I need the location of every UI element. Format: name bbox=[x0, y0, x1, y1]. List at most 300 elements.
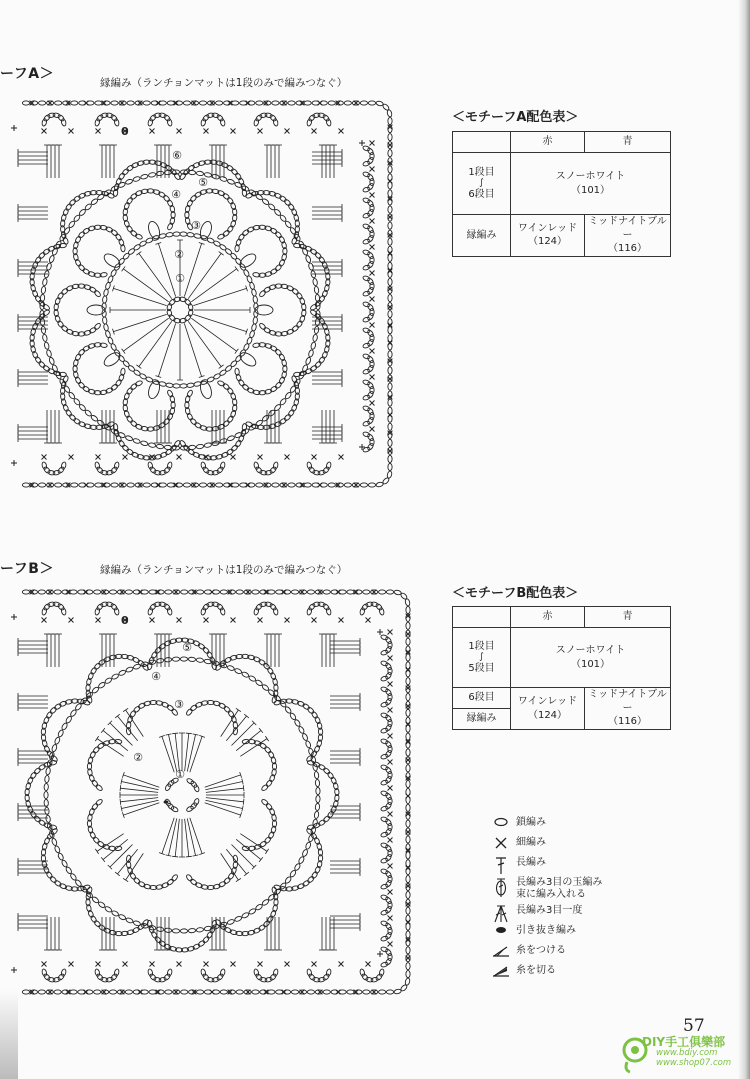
chain-stitch bbox=[385, 958, 393, 966]
chain-stitch bbox=[263, 662, 271, 670]
legend-label: 長編み3目一度 bbox=[516, 905, 583, 916]
chain-stitch bbox=[189, 194, 197, 202]
chain-stitch bbox=[278, 259, 285, 267]
chain-stitch bbox=[387, 109, 393, 117]
round-label: ⑤ bbox=[198, 176, 208, 189]
chain-stitch bbox=[48, 255, 55, 263]
chain-stitch bbox=[312, 819, 318, 827]
motif-b-title: ーフB＞ bbox=[0, 561, 54, 577]
double-crochet bbox=[18, 381, 48, 387]
chain-stitch bbox=[125, 435, 133, 442]
chain-stitch bbox=[259, 290, 267, 298]
chain-stitch bbox=[54, 845, 61, 853]
double-crochet bbox=[190, 818, 205, 855]
single-crochet bbox=[370, 297, 375, 302]
double-crochet bbox=[179, 819, 185, 857]
double-crochet bbox=[120, 792, 158, 798]
double-crochet bbox=[193, 314, 247, 334]
chain-stitch bbox=[291, 325, 299, 333]
bobble-stitch bbox=[255, 305, 273, 315]
chain-stitch bbox=[241, 229, 249, 237]
cut-yarn-icon bbox=[486, 965, 516, 977]
motif-a-title: ーフA＞ bbox=[0, 66, 55, 82]
chain-stitch bbox=[367, 365, 375, 373]
chain-stitch bbox=[284, 706, 292, 714]
chain-stitch bbox=[367, 391, 375, 399]
table-header-red: 赤 bbox=[511, 607, 585, 628]
chain-stitch bbox=[44, 791, 48, 798]
single-crochet bbox=[69, 962, 74, 967]
single-crochet bbox=[388, 630, 393, 635]
chain-stitch bbox=[180, 929, 187, 933]
double-crochet bbox=[18, 748, 48, 754]
single-crochet bbox=[312, 962, 317, 967]
single-crochet bbox=[370, 271, 375, 276]
chain-stitch bbox=[367, 183, 375, 191]
chain-stitch bbox=[217, 233, 225, 240]
rounds-from: 1段目 bbox=[468, 640, 495, 652]
chain-stitch bbox=[406, 717, 410, 724]
chain-stitch bbox=[259, 742, 267, 750]
chain-stitch bbox=[55, 101, 62, 105]
chain-stitch bbox=[140, 174, 148, 180]
double-crochet bbox=[18, 377, 48, 383]
chain-stitch bbox=[179, 440, 187, 448]
rounds-tilde: ∫ bbox=[479, 178, 484, 189]
table-header-empty bbox=[453, 607, 511, 628]
table-header-empty bbox=[453, 132, 511, 153]
double-crochet bbox=[272, 634, 278, 667]
single-crochet bbox=[388, 838, 393, 843]
chain-stitch bbox=[305, 357, 312, 365]
legend-label: 糸を切る bbox=[516, 965, 556, 976]
chain-stitch bbox=[52, 364, 59, 372]
chain-stitch bbox=[385, 724, 393, 732]
chain-stitch bbox=[196, 444, 204, 449]
chain-stitch bbox=[94, 590, 101, 594]
chain-stitch bbox=[388, 238, 392, 245]
double-crochet bbox=[268, 634, 274, 667]
chain-stitch bbox=[148, 172, 156, 178]
double-crochet bbox=[18, 917, 48, 923]
double-crochet bbox=[44, 634, 50, 667]
double-crochet bbox=[331, 410, 337, 443]
round-label: ① bbox=[175, 272, 185, 285]
double-crochet bbox=[18, 204, 48, 210]
chain-stitch bbox=[94, 290, 102, 298]
chain-stitch bbox=[406, 836, 410, 843]
chain-stitch bbox=[270, 227, 278, 234]
chain-stitch bbox=[22, 590, 29, 594]
double-crochet bbox=[221, 853, 241, 881]
chain-stitch bbox=[125, 178, 133, 185]
chain-stitch bbox=[388, 166, 392, 173]
chain-stitch bbox=[54, 590, 61, 594]
double-crochet bbox=[312, 424, 342, 430]
chain-stitch bbox=[125, 990, 132, 994]
single-crochet bbox=[339, 618, 344, 623]
single-crochet bbox=[388, 656, 393, 661]
chain-stitch bbox=[103, 323, 109, 331]
round-label: ④ bbox=[171, 188, 181, 201]
single-crochet bbox=[388, 760, 393, 765]
double-crochet bbox=[327, 634, 333, 667]
blue-color-cell bbox=[585, 688, 671, 730]
chain-stitch bbox=[406, 947, 410, 954]
chain-stitch bbox=[118, 669, 126, 676]
chain-stitch bbox=[291, 990, 298, 994]
double-crochet bbox=[18, 705, 48, 711]
chain-stitch bbox=[311, 871, 319, 879]
chain-stitch bbox=[61, 288, 69, 296]
chain-stitch bbox=[115, 233, 123, 241]
chain-stitch bbox=[304, 483, 311, 487]
chain-stitch bbox=[110, 229, 118, 237]
chain-stitch bbox=[307, 876, 315, 884]
single-crochet bbox=[96, 618, 101, 623]
double-crochet bbox=[44, 917, 50, 950]
single-crochet bbox=[312, 129, 317, 134]
round-label: ② bbox=[133, 751, 143, 764]
chain-stitch bbox=[265, 803, 273, 811]
double-crochet bbox=[330, 862, 360, 868]
chain-stitch bbox=[199, 101, 206, 105]
chain-stitch bbox=[367, 209, 375, 217]
chain-stitch bbox=[68, 413, 76, 421]
chain-stitch bbox=[143, 483, 150, 487]
chain-stitch bbox=[65, 715, 72, 723]
double-crochet bbox=[330, 638, 360, 644]
double-crochet bbox=[330, 650, 360, 656]
chain-stitch bbox=[314, 326, 319, 334]
chain-stitch bbox=[289, 869, 297, 877]
chain-stitch bbox=[388, 134, 392, 141]
red-color-cell bbox=[511, 215, 585, 257]
table-rounds-cell bbox=[453, 153, 511, 215]
rounds-tilde: ∫ bbox=[479, 652, 484, 663]
double-crochet bbox=[18, 638, 48, 644]
chain-stitch bbox=[347, 590, 354, 594]
chain-stitch bbox=[44, 775, 49, 783]
double-crochet bbox=[18, 428, 48, 434]
single-crochet bbox=[312, 618, 317, 623]
double-crochet bbox=[18, 650, 48, 656]
single-crochet bbox=[285, 455, 290, 460]
single-crochet bbox=[258, 618, 263, 623]
single-crochet bbox=[406, 920, 411, 925]
double-crochet bbox=[312, 428, 342, 434]
double-crochet bbox=[312, 208, 342, 214]
double-crochet bbox=[18, 373, 48, 379]
chain-stitch bbox=[133, 990, 140, 994]
chain-stitch bbox=[118, 914, 126, 921]
chain-stitch bbox=[38, 990, 45, 994]
chain-stitch bbox=[279, 214, 287, 222]
blue-color-name: ミッドナイトブルー bbox=[588, 689, 667, 714]
chain-stitch bbox=[159, 483, 166, 487]
round-label: ④ bbox=[151, 670, 161, 683]
chain-stitch bbox=[51, 838, 57, 846]
double-crochet bbox=[156, 323, 176, 377]
single-crochet bbox=[69, 618, 74, 623]
chain-stitch bbox=[268, 590, 275, 594]
double-crochet bbox=[190, 735, 205, 772]
round-label: ⑥ bbox=[172, 149, 182, 162]
chain-stitch bbox=[252, 990, 259, 994]
chain-stitch bbox=[48, 357, 55, 365]
chain-stitch bbox=[42, 303, 50, 311]
chain-stitch bbox=[294, 863, 301, 871]
chain-stitch bbox=[284, 391, 292, 399]
double-crochet bbox=[44, 145, 50, 178]
blue-color-code: （116） bbox=[607, 716, 648, 728]
chain-stitch bbox=[227, 415, 235, 423]
chain-stitch bbox=[251, 289, 257, 297]
single-crochet bbox=[210, 990, 215, 995]
chain-stitch bbox=[406, 765, 410, 772]
legend-label: 長編み bbox=[516, 857, 546, 868]
chain-stitch bbox=[223, 877, 231, 885]
chain-stitch bbox=[263, 920, 271, 928]
chain-stitch bbox=[97, 840, 105, 848]
single-crochet bbox=[388, 734, 393, 739]
double-crochet bbox=[18, 642, 48, 648]
double-crochet bbox=[18, 161, 48, 167]
single-crochet bbox=[370, 427, 375, 432]
chain-stitch bbox=[406, 654, 410, 661]
chain-stitch bbox=[78, 348, 86, 356]
edge-row-label: 縁編み bbox=[453, 709, 511, 730]
round-label: ① bbox=[175, 768, 185, 781]
chain-stitch bbox=[261, 899, 269, 907]
chain-stitch bbox=[187, 383, 195, 388]
watermark-name: DIY手工俱樂部 bbox=[642, 1035, 726, 1049]
chain-stitch bbox=[368, 101, 375, 105]
chain-stitch bbox=[54, 737, 61, 745]
chain-stitch bbox=[70, 709, 78, 717]
chain-stitch bbox=[230, 252, 238, 260]
double-crochet bbox=[122, 772, 159, 787]
chain-stitch bbox=[302, 733, 309, 741]
join-mark bbox=[11, 614, 17, 620]
join-mark bbox=[377, 951, 383, 957]
double-crochet bbox=[95, 736, 123, 756]
chain-stitch bbox=[259, 322, 267, 330]
chain-stitch bbox=[92, 746, 100, 754]
chain-stitch bbox=[127, 483, 134, 487]
chain-stitch bbox=[179, 172, 187, 180]
chain-stitch bbox=[171, 874, 179, 882]
chain-stitch bbox=[104, 677, 112, 684]
blue-color-name: ミッドナイトブルー bbox=[588, 216, 667, 241]
chain-stitch bbox=[38, 590, 45, 594]
double-crochet bbox=[111, 634, 117, 667]
chain-stitch bbox=[78, 231, 86, 239]
chain-stitch bbox=[311, 711, 319, 719]
chain-stitch bbox=[235, 439, 243, 447]
chain-stitch bbox=[388, 246, 392, 253]
double-crochet bbox=[52, 145, 58, 178]
chain-stitch bbox=[181, 590, 188, 594]
chain-stitch bbox=[115, 379, 123, 387]
chain-stitch bbox=[388, 117, 392, 124]
chain-stitch bbox=[41, 326, 46, 334]
chain-stitch bbox=[385, 828, 393, 836]
chain-stitch bbox=[253, 296, 258, 304]
chain-stitch bbox=[272, 101, 279, 105]
chain-stitch bbox=[46, 263, 52, 271]
chain-stitch bbox=[222, 383, 230, 391]
chain-stitch bbox=[385, 932, 393, 940]
chain-stitch bbox=[264, 746, 272, 754]
double-crochet bbox=[319, 145, 325, 178]
chain-stitch bbox=[216, 101, 223, 105]
single-crochet bbox=[388, 942, 393, 947]
double-crochet bbox=[206, 792, 244, 798]
single-crochet bbox=[370, 349, 375, 354]
chain-stitch bbox=[360, 101, 367, 105]
double-crochet bbox=[330, 925, 360, 931]
chain-stitch bbox=[227, 387, 235, 395]
chain-stitch bbox=[222, 420, 230, 428]
watermark-url: www.bdiy.com bbox=[656, 1048, 718, 1058]
double-crochet bbox=[312, 204, 342, 210]
double-crochet bbox=[156, 242, 176, 296]
chain-stitch bbox=[121, 444, 129, 452]
single-crochet bbox=[388, 413, 393, 418]
chain-stitch bbox=[278, 376, 285, 384]
chain-stitch bbox=[91, 779, 99, 787]
chain-stitch bbox=[344, 483, 351, 487]
double-crochet bbox=[323, 634, 329, 667]
chain-stitch bbox=[256, 483, 263, 487]
single-crochet bbox=[370, 193, 375, 198]
chain-stitch bbox=[45, 767, 50, 775]
chain-stitch bbox=[190, 704, 198, 712]
chain-stitch bbox=[310, 303, 318, 311]
chain-stitch bbox=[230, 444, 238, 452]
single-crochet bbox=[69, 455, 74, 460]
chain-stitch bbox=[385, 906, 393, 914]
table-header-red: 赤 bbox=[511, 132, 585, 153]
chain-stitch bbox=[312, 278, 318, 286]
chain-stitch bbox=[39, 483, 46, 487]
double-crochet bbox=[205, 803, 242, 818]
double-crochet bbox=[330, 752, 360, 758]
double-crochet bbox=[312, 212, 342, 218]
chain-stitch bbox=[133, 438, 141, 444]
chain-stitch bbox=[51, 744, 57, 752]
chain-stitch bbox=[305, 255, 312, 263]
chain-stitch bbox=[130, 229, 138, 237]
double-crochet-icon bbox=[486, 857, 516, 875]
double-crochet bbox=[323, 145, 329, 178]
chain-stitch bbox=[165, 590, 172, 594]
double-crochet bbox=[323, 917, 329, 950]
double-crochet bbox=[107, 145, 113, 178]
legend-label: 長編み3目の玉編み bbox=[516, 877, 603, 888]
single-crochet bbox=[388, 682, 393, 687]
chain-stitch bbox=[149, 590, 156, 594]
chain-stitch bbox=[133, 877, 141, 885]
double-crochet bbox=[56, 634, 62, 667]
single-crochet bbox=[204, 618, 209, 623]
double-crochet bbox=[18, 925, 48, 931]
chain-stitch bbox=[388, 150, 392, 157]
double-crochet bbox=[18, 424, 48, 430]
chain-stitch bbox=[111, 483, 118, 487]
chain-stitch bbox=[167, 483, 174, 487]
legend-item bbox=[486, 837, 686, 857]
single-crochet bbox=[210, 590, 215, 595]
chain-stitch bbox=[57, 852, 64, 860]
double-crochet bbox=[48, 634, 54, 667]
chain-stitch bbox=[102, 317, 107, 325]
chain-stitch bbox=[261, 198, 269, 206]
motif-b-color-table bbox=[452, 606, 671, 730]
chain-stitch bbox=[183, 101, 190, 105]
chain-stitch bbox=[78, 381, 86, 389]
chain-stitch bbox=[307, 990, 314, 994]
chain-stitch bbox=[227, 225, 235, 233]
chain-stitch bbox=[111, 910, 119, 917]
double-crochet bbox=[330, 701, 360, 707]
single-crochet bbox=[285, 129, 290, 134]
chain-stitch bbox=[406, 622, 410, 629]
double-crochet bbox=[319, 917, 325, 950]
chain-stitch bbox=[323, 990, 330, 994]
chain-stitch bbox=[93, 662, 101, 670]
single-crochet bbox=[258, 455, 263, 460]
double-crochet bbox=[18, 212, 48, 218]
chain-stitch bbox=[121, 168, 129, 176]
chain-stitch bbox=[95, 483, 102, 487]
chain-stitch bbox=[268, 990, 275, 994]
double-crochet bbox=[107, 634, 113, 667]
chain-stitch bbox=[406, 709, 410, 716]
chain-stitch bbox=[318, 356, 326, 364]
chain-stitch bbox=[135, 380, 143, 387]
chain-stitch bbox=[172, 657, 179, 662]
double-crochet bbox=[319, 634, 325, 667]
double-crochet bbox=[52, 917, 58, 950]
chain-stitch bbox=[143, 101, 150, 105]
table-rounds-cell bbox=[453, 628, 511, 688]
chain-stitch bbox=[363, 590, 370, 594]
double-crochet bbox=[56, 917, 62, 950]
chain-stitch bbox=[133, 176, 141, 182]
chain-stitch bbox=[22, 990, 29, 994]
chain-stitch bbox=[288, 101, 295, 105]
chain-stitch bbox=[379, 990, 386, 994]
chain-stitch bbox=[222, 192, 230, 200]
double-crochet bbox=[159, 818, 174, 855]
chain-stitch bbox=[127, 248, 135, 256]
chain-stitch bbox=[305, 740, 312, 748]
chain-stitch bbox=[103, 289, 109, 297]
motif-a-edge-note: 縁編み（ランチョンマットは1段のみで編みつなぐ） bbox=[100, 77, 348, 89]
chain-stitch bbox=[315, 779, 320, 787]
chain-stitch bbox=[388, 463, 392, 470]
chain-stitch bbox=[61, 859, 68, 867]
chain-stitch bbox=[288, 483, 295, 487]
chain-stitch bbox=[232, 101, 239, 105]
stitch-legend bbox=[486, 817, 686, 985]
chain-stitch bbox=[156, 927, 164, 932]
chain-stitch bbox=[184, 298, 192, 306]
double-crochet bbox=[268, 145, 274, 178]
double-crochet bbox=[272, 145, 278, 178]
